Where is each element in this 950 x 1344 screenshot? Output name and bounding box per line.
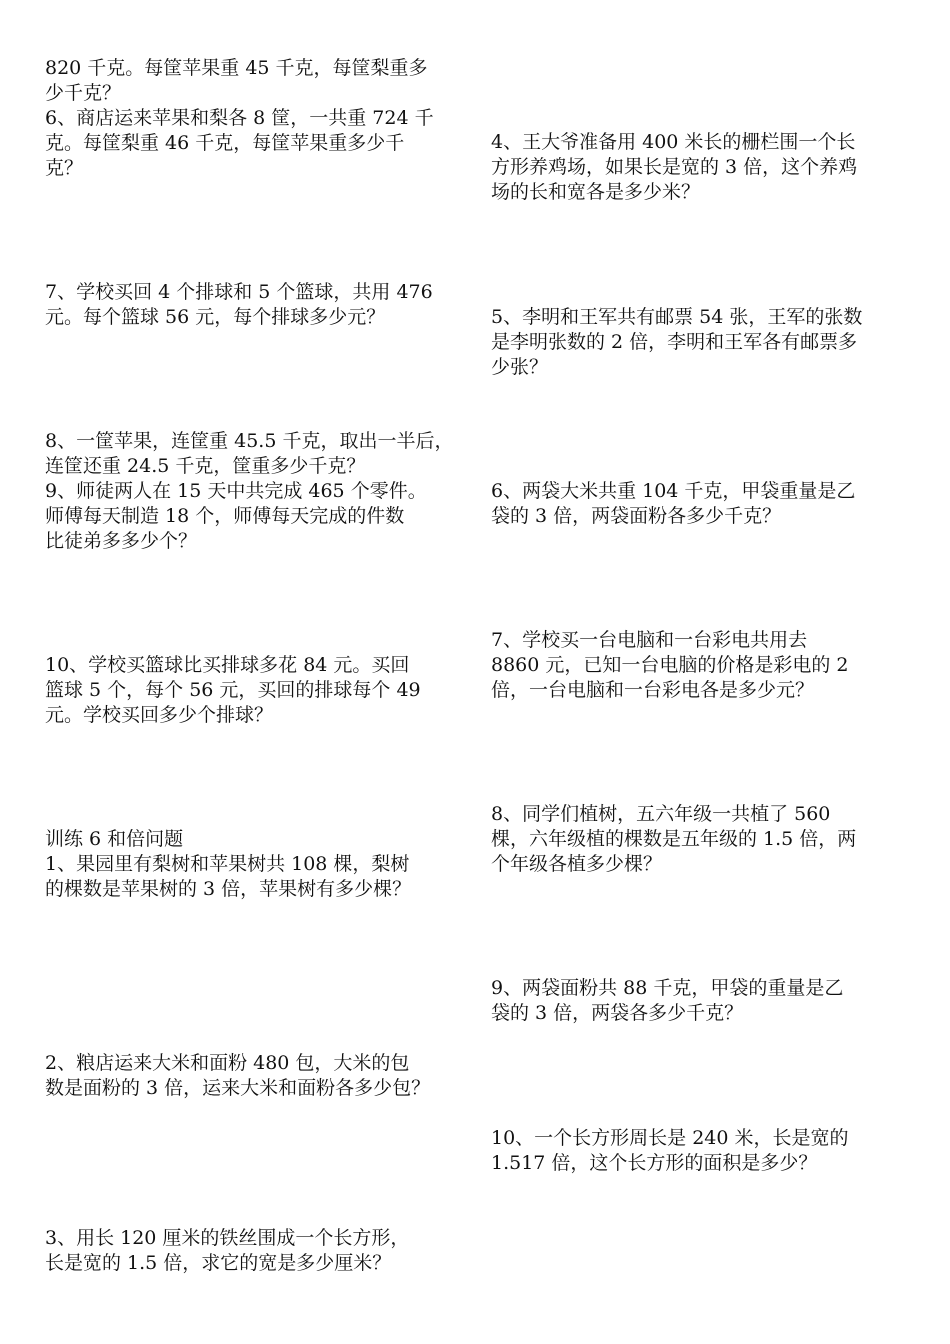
text-line: 7、学校买回 4 个排球和 5 个篮球，共用 476 — [45, 281, 433, 303]
text-line: 长是宽的 1.5 倍，求它的宽是多少厘米？ — [45, 1252, 392, 1274]
right-problem-block-1 — [491, 130, 911, 205]
text-line: 10、一个长方形周长是 240 米，长是宽的 — [491, 1127, 849, 1149]
text-line: 2、粮店运来大米和面粉 480 包，大米的包 — [45, 1052, 410, 1074]
text-line: 元。学校买回多少个排球？ — [45, 704, 274, 726]
section-heading-block — [45, 827, 465, 902]
text-line: 数是面粉的 3 倍，运来大米和面粉各多少包？ — [45, 1077, 431, 1099]
text-line: 6、两袋大米共重 104 千克，甲袋重量是乙 — [491, 480, 856, 502]
text-line: 连筐还重 24.5 千克，筐重多少千克？ — [45, 455, 366, 477]
text-line: 3、用长 120 厘米的铁丝围成一个长方形， — [45, 1227, 410, 1249]
right-problem-block-5 — [491, 802, 911, 877]
text-line: 8860 元，已知一台电脑的价格是彩电的 2 — [491, 654, 849, 676]
text-line: 7、学校买一台电脑和一台彩电共用去 — [491, 629, 808, 651]
right-problem-block-7 — [491, 1126, 911, 1176]
left-problem-block-6 — [45, 1051, 465, 1101]
text-line: 10、学校买篮球比买排球多花 84 元。买回 — [45, 654, 410, 676]
text-line: 方形养鸡场，如果长是宽的 3 倍，这个养鸡 — [491, 156, 858, 178]
text-line: 1、果园里有梨树和苹果树共 108 棵，梨树 — [45, 853, 410, 875]
text-line: 克？ — [45, 157, 84, 179]
text-line: 克。每筐梨重 46 千克，每筐苹果重多少千 — [45, 132, 405, 154]
text-line: 场的长和宽各是多少米？ — [491, 181, 701, 203]
right-problem-block-3 — [491, 479, 911, 529]
left-problem-block-4 — [45, 653, 465, 728]
left-problem-block-3 — [45, 429, 465, 554]
text-line: 5、李明和王军共有邮票 54 张，王军的张数 — [491, 306, 863, 328]
text-line: 棵，六年级植的棵数是五年级的 1.5 倍，两 — [491, 828, 857, 850]
text-line: 8、一筐苹果，连筐重 45.5 千克，取出一半后， — [45, 430, 454, 452]
text-line: 是李明张数的 2 倍，李明和王军各有邮票多 — [491, 331, 858, 353]
text-line: 4、王大爷准备用 400 米长的栅栏围一个长 — [491, 131, 856, 153]
right-problem-block-2 — [491, 305, 911, 380]
text-line: 9、两袋面粉共 88 千克，甲袋的重量是乙 — [491, 977, 844, 999]
left-problem-block-2 — [45, 280, 465, 330]
section-heading: 训练 6 和倍问题 — [45, 828, 184, 850]
text-line: 倍，一台电脑和一台彩电各是多少元？ — [491, 679, 815, 701]
left-problem-block-7 — [45, 1226, 465, 1276]
text-line: 8、同学们植树，五六年级一共植了 560 — [491, 803, 831, 825]
text-line: 袋的 3 倍，两袋各多少千克？ — [491, 1002, 744, 1024]
text-line: 师傅每天制造 18 个，师傅每天完成的件数 — [45, 505, 405, 527]
text-line: 9、师徒两人在 15 天中共完成 465 个零件。 — [45, 480, 427, 502]
text-line: 少千克？ — [45, 82, 122, 104]
text-line: 比徒弟多多少个？ — [45, 530, 198, 552]
text-line: 6、商店运来苹果和梨各 8 筐，一共重 724 千 — [45, 107, 434, 129]
text-line: 少张？ — [491, 356, 549, 378]
text-line: 元。每个篮球 56 元，每个排球多少元？ — [45, 306, 386, 328]
text-line: 袋的 3 倍，两袋面粉各多少千克？ — [491, 505, 782, 527]
text-line: 个年级各植多少棵？ — [491, 853, 663, 875]
right-problem-block-4 — [491, 628, 911, 703]
text-line: 篮球 5 个，每个 56 元，买回的排球每个 49 — [45, 679, 421, 701]
right-problem-block-6 — [491, 976, 911, 1026]
text-line: 820 千克。每筐苹果重 45 千克，每筐梨重多 — [45, 57, 428, 79]
text-line: 1.517 倍，这个长方形的面积是多少？ — [491, 1152, 818, 1174]
text-line: 的棵数是苹果树的 3 倍，苹果树有多少棵？ — [45, 878, 412, 900]
left-problem-block-1 — [45, 56, 465, 181]
